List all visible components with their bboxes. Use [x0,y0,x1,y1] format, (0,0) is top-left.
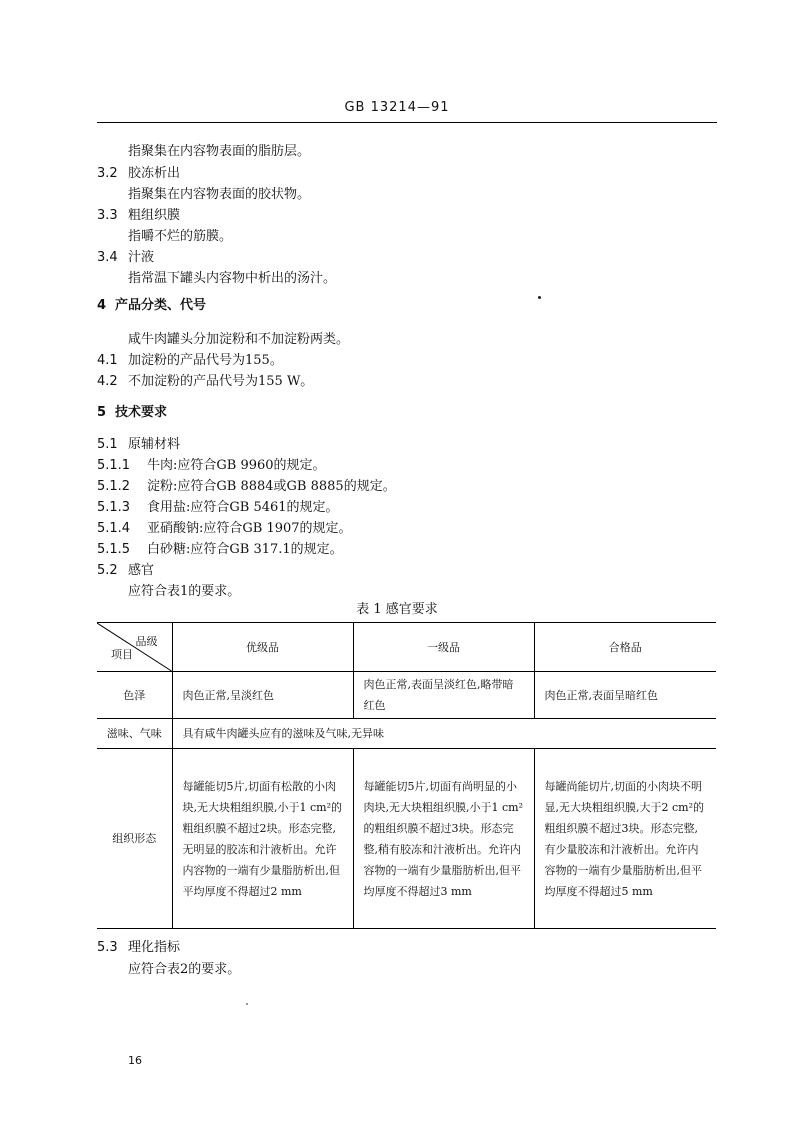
table-cell-merged: 具有咸牛肉罐头应有的滋味及气味,无异味 [172,719,716,749]
section-text: 牛肉:应符合GB 9960的规定。 [147,458,326,473]
section-3-4 [97,246,154,265]
table-corner-cell [97,623,172,672]
section-text: 亚硝酸钠:应符合GB 1907的规定。 [147,521,352,536]
section-number: 5.1.1 [97,458,131,473]
section-5-1-4 [97,517,352,536]
section-3-3 [97,204,180,223]
section-title: 汁液 [128,250,155,265]
table-cell: 肉色正常,表面呈暗红色 [534,672,716,719]
section-5-2 [97,559,154,578]
section-title: 产品分类、代号 [115,298,207,313]
section-text: 白砂糖:应符合GB 317.1的规定。 [147,542,343,557]
table-cell: 每罐能切5片,切面有尚明显的小肉块,无大块粗组织膜,小于1 cm²的粗组织膜不超过3块。形态完整,稍有胶冻和汁液析出。允许内容物的一端有少量脂肪析出,但平均厚度不得超过3 mm [353,749,534,929]
table-row [97,672,716,719]
section-title: 粗组织膜 [128,208,181,223]
section-title: 理化指标 [128,940,181,955]
section-5-1-1 [97,454,326,473]
section-number: 5.1.4 [97,521,131,536]
column-header: 一级品 [353,623,534,672]
page-header: GB 13214—91 [344,100,450,115]
speck-mark [246,1003,248,1005]
column-header: 合格品 [534,623,716,672]
table-row [97,719,716,749]
section-5-1-2 [97,475,396,494]
section-title: 感官 [128,563,155,578]
table-header-row [97,623,716,672]
text-line: 指嚼不烂的筋膜。 [128,229,233,244]
section-number: 3.3 [97,208,118,223]
page-number: 16 [128,1054,142,1067]
section-text: 不加淀粉的产品代号为155 W。 [128,374,314,389]
section-number: 5.1.5 [97,542,131,557]
text-line: 指聚集在内容物表面的脂肪层。 [128,144,311,159]
column-header: 优级品 [172,623,353,672]
row-label: 色泽 [97,672,172,719]
section-text: 加淀粉的产品代号为155。 [128,353,283,368]
table-caption: 表 1 感官要求 [356,602,438,617]
section-text: 食用盐:应符合GB 5461的规定。 [147,500,339,515]
section-5-heading [97,401,167,420]
section-5-1-5 [97,538,343,557]
speck-mark [538,296,541,299]
table-cell: 每罐尚能切片,切面的小肉块不明显,无大块粗组织膜,大于2 cm²的粗组织膜不超过3块。形态完整,有少量胶冻和汁液析出。允许内容物的一端有少量脂肪析出,但平均厚度不得超过5 mm [534,749,716,929]
corner-grade-label: 品级 [135,635,158,648]
diagonal-line [97,623,172,671]
section-number: 5.3 [97,940,118,955]
text-line: 应符合表2的要求。 [128,962,241,977]
section-number: 4.1 [97,353,118,368]
section-3-2 [97,162,180,181]
section-number: 4.2 [97,374,118,389]
section-number: 3.2 [97,166,118,181]
section-number: 5.1.3 [97,500,131,515]
text-line: 应符合表1的要求。 [128,584,241,599]
section-4-1 [97,349,283,368]
corner-item-label: 项目 [111,648,133,661]
table-cell: 肉色正常,呈淡红色 [172,672,353,719]
text-line: 指常温下罐头内容物中析出的汤汁。 [128,271,337,286]
table-cell: 肉色正常,表面呈淡红色,略带暗红色 [353,672,534,719]
section-5-1 [97,433,180,452]
row-label: 滋味、气味 [97,719,172,749]
section-number: 4 [97,298,107,313]
sensory-table [97,622,716,929]
section-title: 胶冻析出 [128,166,181,181]
section-number: 5.2 [97,563,118,578]
section-number: 5 [97,405,107,420]
section-number: 5.1.2 [97,479,131,494]
text-line: 咸牛肉罐头分加淀粉和不加淀粉两类。 [128,332,350,347]
text-line: 指聚集在内容物表面的胶状物。 [128,187,311,202]
row-label: 组织形态 [97,749,172,929]
section-5-1-3 [97,496,339,515]
section-number: 5.1 [97,437,118,452]
table-cell: 每罐能切5片,切面有松散的小肉块,无大块粗组织膜,小于1 cm²的粗组织膜不超过2块。形态完整,无明显的胶冻和汁液析出。允许内容物的一端有少量脂肪析出,但平均厚度不得超过2 mm [172,749,353,929]
section-4-2 [97,370,313,389]
section-title: 技术要求 [115,405,168,420]
section-title: 原辅材料 [128,437,181,452]
table-row [97,749,716,929]
section-number: 3.4 [97,250,118,265]
section-5-3 [97,936,180,955]
section-text: 淀粉:应符合GB 8884或GB 8885的规定。 [147,479,396,494]
section-4-heading [97,294,206,313]
header-rule [97,122,717,123]
